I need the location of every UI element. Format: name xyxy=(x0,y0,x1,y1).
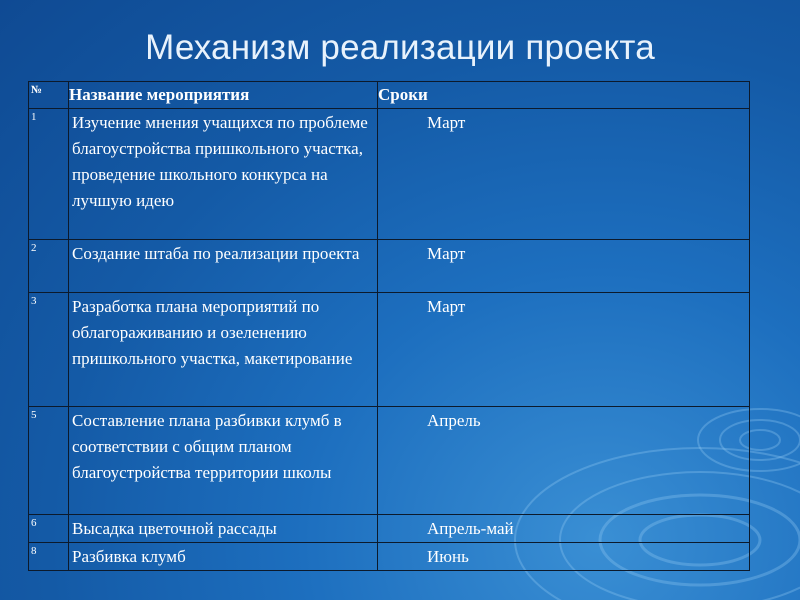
row-name: Высадка цветочной рассады xyxy=(72,519,277,538)
row-number: 6 xyxy=(31,517,37,529)
row-name-cell xyxy=(69,240,378,293)
table-row xyxy=(29,543,750,571)
row-term-cell xyxy=(378,407,750,515)
table-row xyxy=(29,109,750,240)
row-term-cell xyxy=(378,109,750,240)
project-plan-table xyxy=(28,81,750,571)
table-row xyxy=(29,515,750,543)
header-term-cell: Сроки xyxy=(378,82,750,109)
header-number-cell xyxy=(29,82,69,109)
row-name-cell xyxy=(69,515,378,543)
row-name: Создание штаба по реализации проекта xyxy=(72,244,360,263)
row-term-cell xyxy=(378,543,750,571)
row-number: 1 xyxy=(31,111,37,123)
row-name-cell xyxy=(69,109,378,240)
row-term: Июнь xyxy=(427,547,469,566)
row-number-cell xyxy=(29,293,69,407)
row-number-cell xyxy=(29,240,69,293)
slide-title: Механизм реализации проекта xyxy=(145,28,655,67)
table-header-row xyxy=(29,82,750,109)
row-term: Апрель xyxy=(427,411,481,430)
row-number: 3 xyxy=(31,295,37,307)
row-number-cell xyxy=(29,515,69,543)
row-number-cell xyxy=(29,407,69,515)
row-term-cell xyxy=(378,515,750,543)
row-name: Разбивка клумб xyxy=(72,547,186,566)
row-term: Апрель-май xyxy=(427,519,514,538)
row-number: 8 xyxy=(31,545,37,557)
header-number-label: № xyxy=(31,84,43,96)
row-number: 2 xyxy=(31,242,37,254)
row-number-cell xyxy=(29,543,69,571)
row-name-cell xyxy=(69,293,378,407)
header-name-cell: Название мероприятия xyxy=(69,82,378,109)
row-number: 5 xyxy=(31,409,37,421)
row-term-cell xyxy=(378,293,750,407)
row-name-cell xyxy=(69,407,378,515)
row-term: Март xyxy=(427,297,466,316)
row-name-cell xyxy=(69,543,378,571)
row-name: Разработка плана мероприятий по облагораживанию и озеленению пришкольного участка, макетирование xyxy=(72,297,353,368)
table-row xyxy=(29,407,750,515)
row-number-cell xyxy=(29,109,69,240)
row-name: Изучение мнения учащихся по проблеме благоустройства пришкольного участка, проведение школьного конкурса на лучшую идею xyxy=(72,113,368,210)
row-term: Март xyxy=(427,244,466,263)
row-term: Март xyxy=(427,113,466,132)
table-row xyxy=(29,240,750,293)
row-name: Составление плана разбивки клумб в соответствии с общим планом благоустройства территории школы xyxy=(72,411,342,482)
row-term-cell xyxy=(378,240,750,293)
table-row xyxy=(29,293,750,407)
